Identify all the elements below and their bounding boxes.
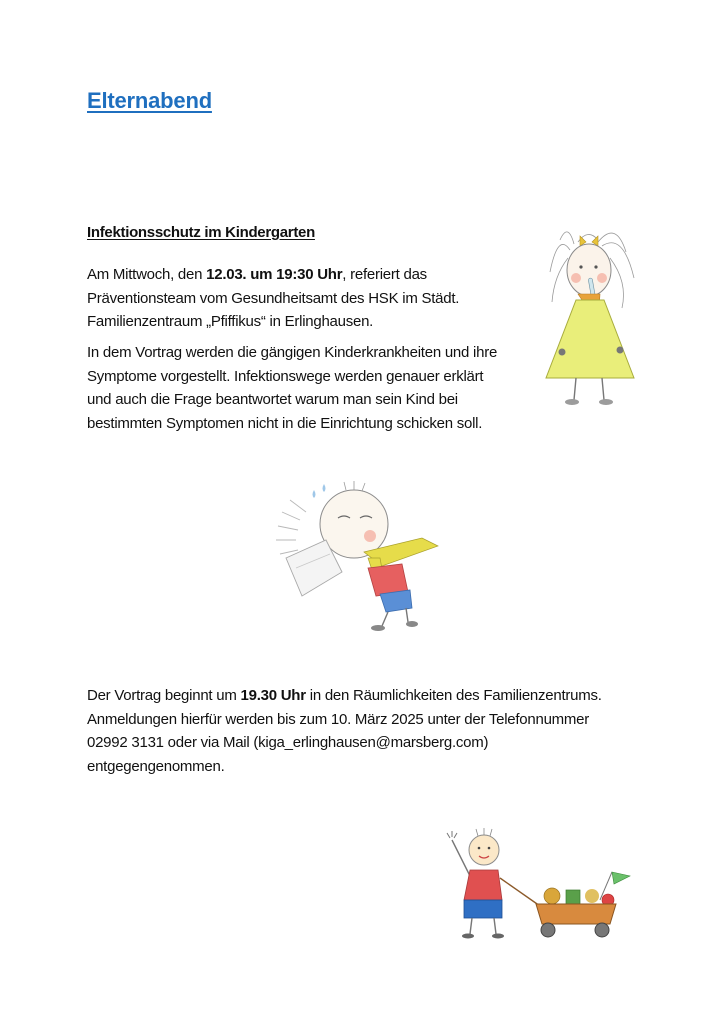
text-segment: in den Räumlichkeiten des Familienzentrums. (305, 687, 602, 704)
paragraph-date (87, 263, 517, 334)
paragraph-registration-line-1 (87, 684, 647, 708)
paragraph-registration-line-3: 02992 3131 oder via Mail (kiga_erlinghausen@marsberg.com) (87, 734, 489, 751)
paragraph-description (87, 341, 537, 435)
page-title: Elternabend (87, 88, 212, 113)
sick-girl-illustration (538, 212, 648, 412)
paragraph-description-line-2: Symptome vorgestellt. Infektionswege werden genauer erklärt (87, 367, 484, 385)
paragraph-registration-line-4: entgegengenommen. (87, 757, 225, 775)
time-highlight: 19.30 Uhr (240, 687, 306, 704)
text-segment: Am Mittwoch, den (87, 266, 207, 283)
text-segment: , referiert das (342, 266, 427, 283)
section-heading: Infektionsschutz im Kindergarten (87, 224, 315, 241)
paragraph-registration (87, 684, 647, 778)
paragraph-date-line-1 (87, 263, 517, 287)
boy-with-wagon-illustration (440, 826, 645, 946)
paragraph-description-line-1: In dem Vortrag werden die gängigen Kinderkrankheiten und ihre (87, 344, 498, 361)
paragraph-description-line-3: und auch die Frage beantwortet warum man sein Kind bei (87, 391, 458, 408)
paragraph-description-line-4: bestimmten Symptomen nicht in die Einrichtung schicken soll. (87, 414, 483, 432)
paragraph-date-line-3: Familienzentraum „Pfiffikus“ in Erlinghausen. (87, 313, 374, 330)
paragraph-date-line-2: Präventionsteam vom Gesundheitsamt des HSK im Städt. (87, 289, 460, 307)
paragraph-registration-line-2: Anmeldungen hierfür werden bis zum 10. März 2025 unter der Telefonnummer (87, 710, 590, 728)
sneezing-boy-illustration (272, 478, 452, 636)
date-time-highlight: 12.03. um 19:30 Uhr (206, 266, 343, 283)
text-segment: Der Vortrag beginnt um (87, 687, 241, 704)
